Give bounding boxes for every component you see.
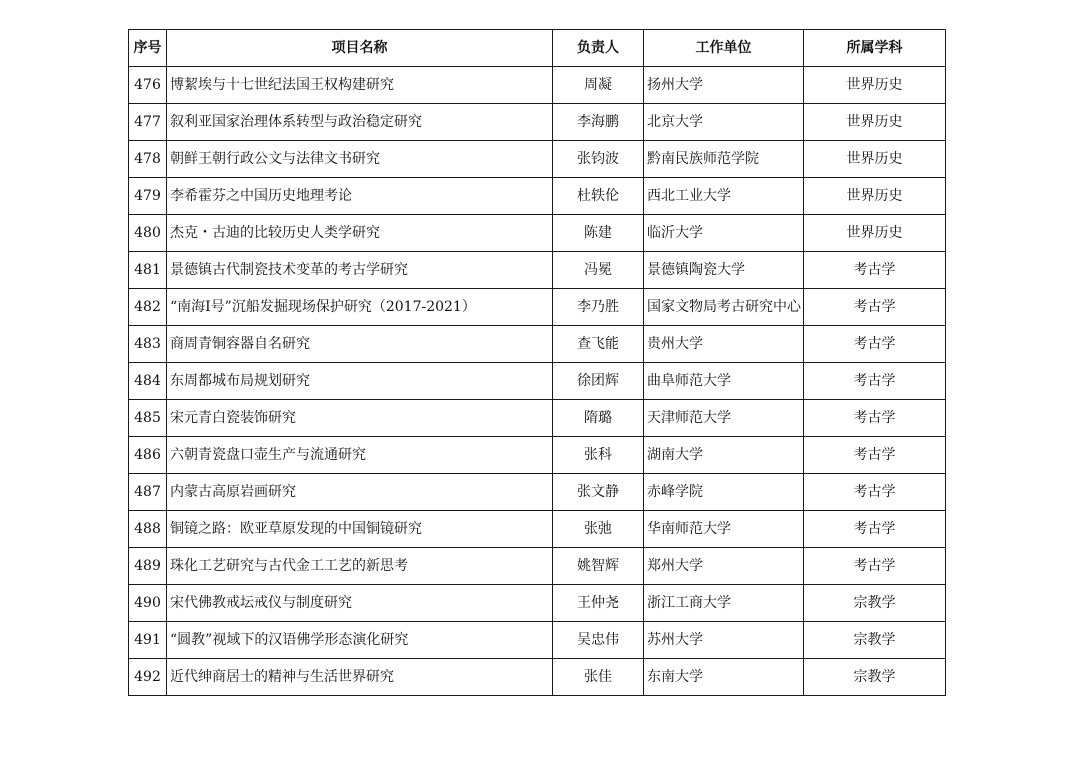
cell-project-name: 近代绅商居士的精神与生活世界研究 <box>167 659 553 696</box>
cell-work-unit: 扬州大学 <box>644 67 804 104</box>
cell-work-unit: 苏州大学 <box>644 622 804 659</box>
cell-project-name: 东周都城布局规划研究 <box>167 363 553 400</box>
cell-leader: 隋璐 <box>553 400 644 437</box>
cell-subject: 考古学 <box>804 548 946 585</box>
cell-no: 480 <box>129 215 167 252</box>
cell-work-unit: 临沂大学 <box>644 215 804 252</box>
cell-no: 478 <box>129 141 167 178</box>
table-row <box>129 474 946 511</box>
cell-project-name: 叙利亚国家治理体系转型与政治稳定研究 <box>167 104 553 141</box>
table-row <box>129 141 946 178</box>
cell-subject: 世界历史 <box>804 141 946 178</box>
cell-work-unit: 北京大学 <box>644 104 804 141</box>
cell-project-name: “圆教”视域下的汉语佛学形态演化研究 <box>167 622 553 659</box>
cell-subject: 宗教学 <box>804 585 946 622</box>
cell-no: 476 <box>129 67 167 104</box>
header-subject: 所属学科 <box>804 30 946 67</box>
table-row <box>129 437 946 474</box>
cell-no: 490 <box>129 585 167 622</box>
cell-project-name: 铜镜之路：欧亚草原发现的中国铜镜研究 <box>167 511 553 548</box>
table-row <box>129 289 946 326</box>
cell-leader: 王仲尧 <box>553 585 644 622</box>
cell-leader: 李海鹏 <box>553 104 644 141</box>
cell-no: 492 <box>129 659 167 696</box>
cell-subject: 宗教学 <box>804 622 946 659</box>
cell-leader: 冯冕 <box>553 252 644 289</box>
cell-subject: 考古学 <box>804 289 946 326</box>
cell-leader: 吴忠伟 <box>553 622 644 659</box>
cell-no: 482 <box>129 289 167 326</box>
table-row <box>129 67 946 104</box>
header-row <box>129 30 946 67</box>
cell-no: 491 <box>129 622 167 659</box>
cell-no: 479 <box>129 178 167 215</box>
cell-subject: 世界历史 <box>804 178 946 215</box>
table-row <box>129 548 946 585</box>
cell-no: 486 <box>129 437 167 474</box>
cell-leader: 陈建 <box>553 215 644 252</box>
table-row <box>129 363 946 400</box>
cell-leader: 徐团辉 <box>553 363 644 400</box>
cell-subject: 世界历史 <box>804 215 946 252</box>
cell-subject: 世界历史 <box>804 104 946 141</box>
table-row <box>129 585 946 622</box>
cell-leader: 张弛 <box>553 511 644 548</box>
project-list-table <box>128 29 946 696</box>
cell-project-name: “南海I号”沉船发掘现场保护研究（2017-2021） <box>167 289 553 326</box>
cell-work-unit: 湖南大学 <box>644 437 804 474</box>
cell-work-unit: 浙江工商大学 <box>644 585 804 622</box>
cell-no: 485 <box>129 400 167 437</box>
cell-project-name: 李希霍芬之中国历史地理考论 <box>167 178 553 215</box>
cell-project-name: 六朝青瓷盘口壶生产与流通研究 <box>167 437 553 474</box>
cell-project-name: 内蒙古高原岩画研究 <box>167 474 553 511</box>
table-row <box>129 215 946 252</box>
cell-project-name: 宋元青白瓷装饰研究 <box>167 400 553 437</box>
cell-work-unit: 黔南民族师范学院 <box>644 141 804 178</box>
table-row <box>129 178 946 215</box>
cell-project-name: 朝鲜王朝行政公文与法律文书研究 <box>167 141 553 178</box>
table-row <box>129 326 946 363</box>
header-leader: 负责人 <box>553 30 644 67</box>
cell-leader: 张科 <box>553 437 644 474</box>
table-row <box>129 622 946 659</box>
cell-project-name: 宋代佛教戒坛戒仪与制度研究 <box>167 585 553 622</box>
cell-leader: 李乃胜 <box>553 289 644 326</box>
cell-project-name: 博絜埃与十七世纪法国王权构建研究 <box>167 67 553 104</box>
table-row <box>129 104 946 141</box>
cell-work-unit: 国家文物局考古研究中心 <box>644 289 804 326</box>
cell-no: 477 <box>129 104 167 141</box>
cell-work-unit: 景德镇陶瓷大学 <box>644 252 804 289</box>
cell-project-name: 杰克・古迪的比较历史人类学研究 <box>167 215 553 252</box>
cell-no: 481 <box>129 252 167 289</box>
cell-work-unit: 郑州大学 <box>644 548 804 585</box>
header-work-unit: 工作单位 <box>644 30 804 67</box>
cell-work-unit: 赤峰学院 <box>644 474 804 511</box>
cell-leader: 周凝 <box>553 67 644 104</box>
table-body <box>129 67 946 696</box>
cell-subject: 考古学 <box>804 511 946 548</box>
cell-subject: 考古学 <box>804 252 946 289</box>
cell-no: 484 <box>129 363 167 400</box>
cell-project-name: 景德镇古代制瓷技术变革的考古学研究 <box>167 252 553 289</box>
cell-work-unit: 贵州大学 <box>644 326 804 363</box>
table-row <box>129 511 946 548</box>
cell-leader: 查飞能 <box>553 326 644 363</box>
cell-no: 489 <box>129 548 167 585</box>
cell-leader: 姚智辉 <box>553 548 644 585</box>
cell-work-unit: 曲阜师范大学 <box>644 363 804 400</box>
header-project-name: 项目名称 <box>167 30 553 67</box>
cell-subject: 考古学 <box>804 326 946 363</box>
cell-project-name: 商周青铜容器自名研究 <box>167 326 553 363</box>
table-header <box>129 30 946 67</box>
table-row <box>129 252 946 289</box>
table-row <box>129 659 946 696</box>
cell-leader: 张文静 <box>553 474 644 511</box>
cell-subject: 考古学 <box>804 400 946 437</box>
cell-work-unit: 天津师范大学 <box>644 400 804 437</box>
cell-subject: 世界历史 <box>804 67 946 104</box>
header-no: 序号 <box>129 30 167 67</box>
cell-subject: 考古学 <box>804 474 946 511</box>
cell-leader: 张佳 <box>553 659 644 696</box>
cell-work-unit: 东南大学 <box>644 659 804 696</box>
cell-leader: 杜轶伦 <box>553 178 644 215</box>
table-row <box>129 400 946 437</box>
cell-project-name: 珠化工艺研究与古代金工工艺的新思考 <box>167 548 553 585</box>
cell-subject: 考古学 <box>804 437 946 474</box>
cell-subject: 考古学 <box>804 363 946 400</box>
cell-no: 483 <box>129 326 167 363</box>
cell-leader: 张钧波 <box>553 141 644 178</box>
cell-no: 488 <box>129 511 167 548</box>
cell-work-unit: 西北工业大学 <box>644 178 804 215</box>
cell-no: 487 <box>129 474 167 511</box>
cell-work-unit: 华南师范大学 <box>644 511 804 548</box>
cell-subject: 宗教学 <box>804 659 946 696</box>
